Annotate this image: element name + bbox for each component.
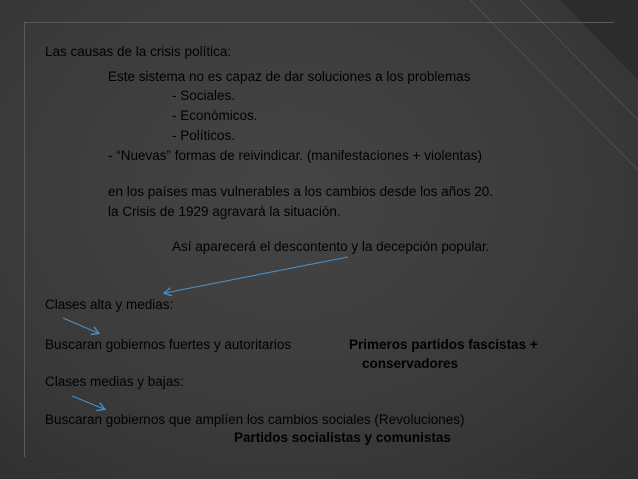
arrow-to-upper-classes (165, 257, 348, 293)
lower-classes-heading: Clases medias y bajas: (45, 374, 184, 389)
socialist-parties-line: Partidos socialistas y comunistas (234, 430, 451, 445)
new-forms-line: - “Nuevas” formas de reivindicar. (manifestaciones + violentas) (108, 148, 483, 163)
fascist-parties-line1: Primeros partidos fascistas + (349, 337, 538, 352)
fascist-parties-line2: conservadores (362, 356, 459, 371)
problem-sociales: - Sociales. (172, 88, 236, 103)
vulnerable-line: en los países mas vulnerables a los cambios desde los años 20. (108, 184, 493, 199)
arrow-upper-outcome (63, 318, 98, 333)
intro-line: Este sistema no es capaz de dar soluciones a los problemas (108, 69, 471, 84)
upper-classes-outcome: Buscaran gobiernos fuertes y autoritarios (45, 337, 292, 352)
problem-economicos: - Económicos. (172, 108, 258, 123)
slide-title: Las causas de la crisis política: (45, 44, 232, 59)
crisis-1929-line: la Crisis de 1929 agravará la situación. (108, 204, 341, 219)
upper-classes-heading: Clases alta y medias: (45, 297, 174, 312)
discontent-line: Así aparecerá el descontento y la decepción popular. (172, 239, 490, 254)
arrow-lower-outcome (72, 396, 104, 409)
lower-classes-outcome: Buscaran gobiernos que amplíen los cambios sociales (Revoluciones) (45, 412, 465, 427)
problem-politicos: - Políticos. (172, 128, 236, 143)
